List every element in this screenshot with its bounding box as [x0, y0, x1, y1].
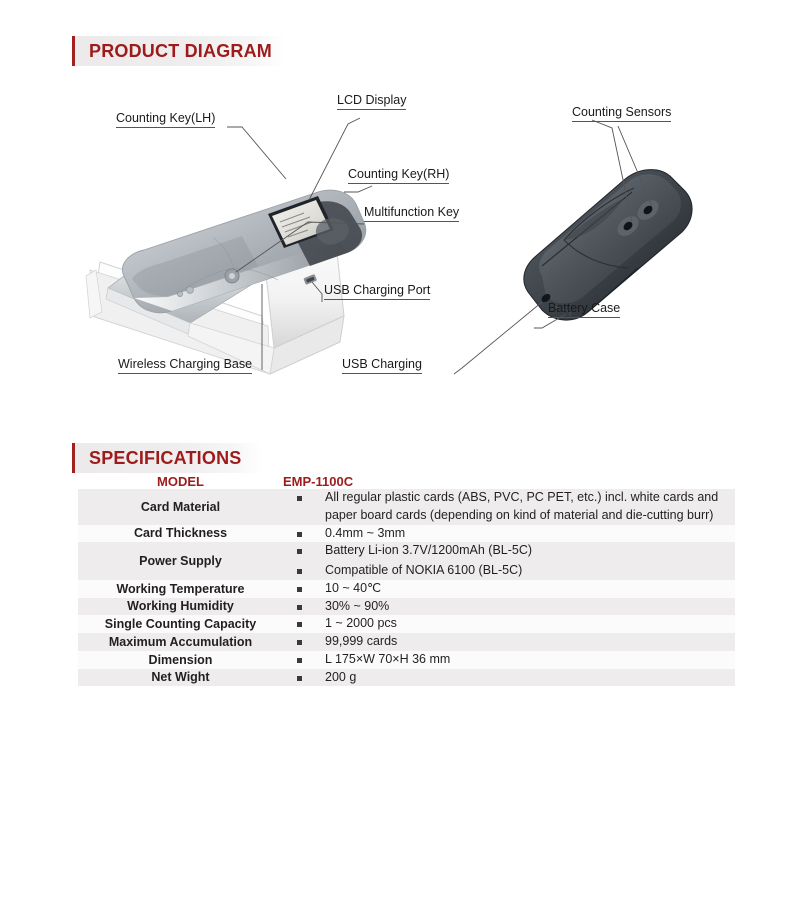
spec-value: [283, 615, 735, 633]
spec-value-item: 1 ~ 2000 pcs: [283, 615, 735, 633]
label-usb-charging: USB Charging: [342, 358, 422, 374]
spec-label: Net Wight: [78, 669, 283, 687]
specifications-section-header: [72, 443, 262, 473]
spec-value-list: [283, 598, 735, 616]
spec-value-item: All regular plastic cards (ABS, PVC, PC PET, etc.) incl. white cards and paper board cards (depending on kind of material and die-cutting burr): [283, 489, 735, 525]
spec-value-list: [283, 542, 735, 580]
spec-label: Working Temperature: [78, 580, 283, 598]
spec-value-list: [283, 580, 735, 598]
table-row: [78, 615, 735, 633]
label-counting-sensors: Counting Sensors: [572, 106, 671, 122]
spec-label: Working Humidity: [78, 598, 283, 616]
spec-value-list: [283, 633, 735, 651]
table-row: [78, 651, 735, 669]
spec-value-item: 200 g: [283, 669, 735, 687]
table-row: [78, 525, 735, 543]
spec-value: [283, 651, 735, 669]
counting-key-lh-shape: [187, 287, 194, 294]
spec-value: [283, 525, 735, 543]
spec-value: [283, 633, 735, 651]
spec-value: [283, 489, 735, 525]
specifications-table-body: [78, 474, 735, 686]
model-value: EMP-1100C: [283, 474, 735, 489]
spec-value: [283, 598, 735, 616]
table-row: [78, 669, 735, 687]
product-diagram-illustration: [72, 80, 732, 410]
product-diagram-title: PRODUCT DIAGRAM: [89, 40, 272, 61]
spec-label: Single Counting Capacity: [78, 615, 283, 633]
spec-value-item: 99,999 cards: [283, 633, 735, 651]
spec-value-item: Compatible of NOKIA 6100 (BL-5C): [283, 562, 735, 580]
specifications-title: SPECIFICATIONS: [89, 447, 242, 468]
spec-value-list: [283, 651, 735, 669]
specifications-table: [78, 474, 735, 686]
spec-value-item: Battery Li-ion 3.7V/1200mAh (BL-5C): [283, 542, 735, 560]
label-lcd-display: LCD Display: [337, 94, 406, 110]
spec-label: Card Thickness: [78, 525, 283, 543]
table-row-model: [78, 474, 735, 489]
table-row: [78, 598, 735, 616]
spec-value: [283, 669, 735, 687]
label-battery-case: Battery Case: [548, 302, 620, 318]
table-row: [78, 542, 735, 580]
label-counting-key-lh: Counting Key(LH): [116, 112, 215, 128]
spec-label: Dimension: [78, 651, 283, 669]
spec-value-list: [283, 489, 735, 525]
spec-value-list: [283, 615, 735, 633]
product-diagram-section-header: [72, 36, 286, 66]
spec-value: [283, 580, 735, 598]
spec-label: Card Material: [78, 489, 283, 525]
spec-value-item: 30% ~ 90%: [283, 598, 735, 616]
table-row: [78, 633, 735, 651]
spec-value-item: 10 ~ 40℃: [283, 580, 735, 598]
label-usb-charging-port: USB Charging Port: [324, 284, 430, 300]
spec-value-item: L 175×W 70×H 36 mm: [283, 651, 735, 669]
label-counting-key-rh: Counting Key(RH): [348, 168, 449, 184]
spec-value: [283, 542, 735, 580]
label-multifunction-key: Multifunction Key: [364, 206, 459, 222]
label-wireless-charging-base: Wireless Charging Base: [118, 358, 252, 374]
spec-value-list: [283, 669, 735, 687]
spec-label: Maximum Accumulation: [78, 633, 283, 651]
table-row: [78, 489, 735, 525]
model-label: MODEL: [78, 474, 283, 489]
spec-value-item: 0.4mm ~ 3mm: [283, 525, 735, 543]
spec-label: Power Supply: [78, 542, 283, 580]
spec-value-list: [283, 525, 735, 543]
table-row: [78, 580, 735, 598]
right-device-group: [524, 170, 692, 320]
